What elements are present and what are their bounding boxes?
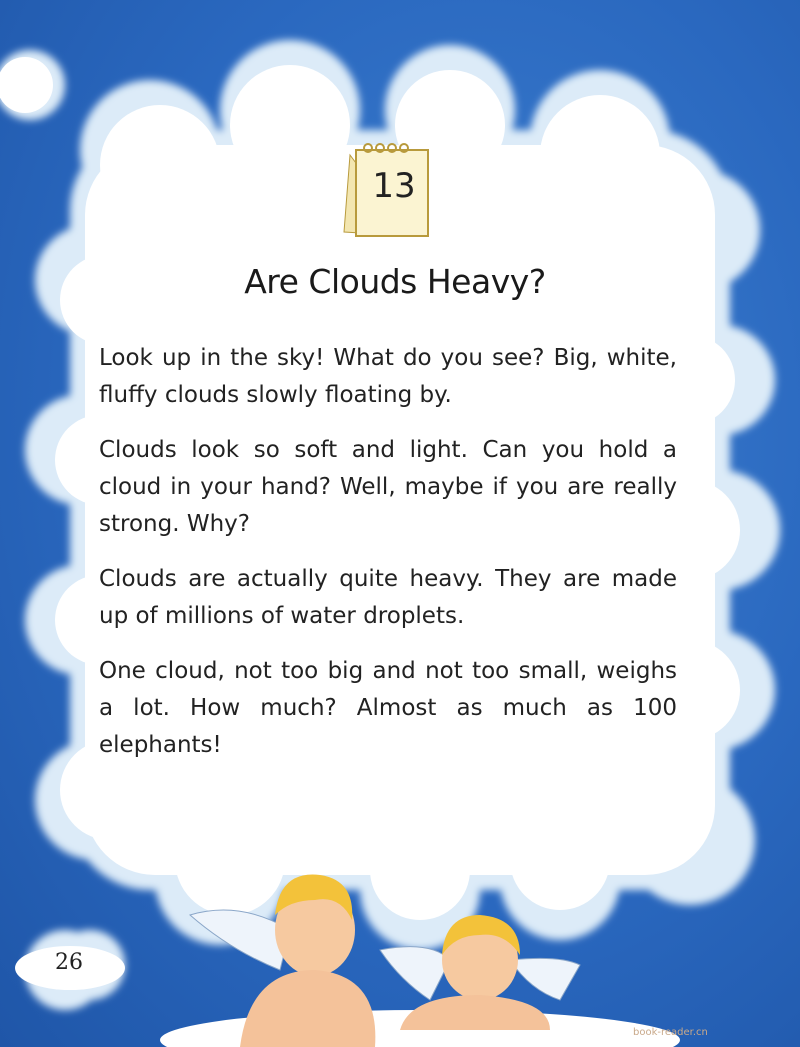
watermark: book-reader.cn <box>633 1027 708 1038</box>
paragraph: Clouds are actually quite heavy. They are made up of millions of water droplets. <box>99 566 677 629</box>
page-number: 26 <box>55 950 83 975</box>
paragraph: One cloud, not too big and not too small, weighs a lot. How much? Almost as much as 100 elephants! <box>99 658 677 758</box>
page-title: Are Clouds Heavy? <box>244 262 546 301</box>
paragraph: Clouds look so soft and light. Can you hold a cloud in your hand? Well, maybe if you are really strong. Why? <box>99 437 677 537</box>
paragraph: Look up in the sky! What do you see? Big, white, fluffy clouds slowly floating by. <box>99 345 677 408</box>
chapter-number: 13 <box>372 166 416 206</box>
cherubs-illustration <box>180 860 600 1047</box>
article-body <box>99 340 677 782</box>
